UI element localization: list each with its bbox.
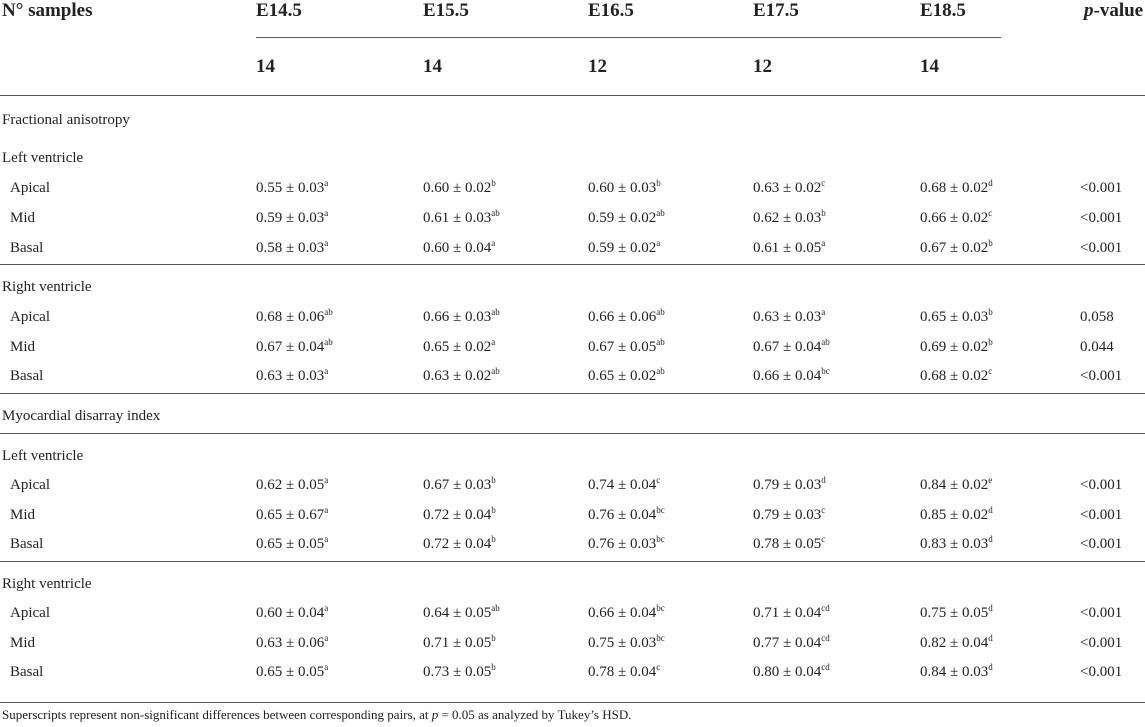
row-label: Basal	[10, 664, 44, 680]
p-value-cell: <0.001	[1080, 605, 1123, 621]
cell-value: 0.65 ± 0.03	[920, 309, 989, 325]
cell-superscript: a	[324, 603, 329, 613]
cell-value: 0.60 ± 0.04	[423, 240, 492, 256]
cell-value: 0.85 ± 0.02	[920, 507, 989, 523]
cell-value: 0.77 ± 0.04	[753, 635, 822, 651]
cell-value: 0.67 ± 0.02	[920, 240, 989, 256]
row-label: Mid	[10, 210, 36, 226]
cell-superscript: a	[324, 208, 329, 218]
cell-superscript: ab	[491, 366, 500, 376]
table-cell	[753, 635, 830, 652]
table-cell	[588, 309, 665, 326]
table-cell	[920, 240, 993, 257]
p-value-cell: <0.001	[1080, 536, 1123, 552]
column-header-e17-5: E17.5	[753, 0, 799, 21]
cell-superscript: c	[988, 208, 993, 218]
row-label: Basal	[10, 536, 44, 552]
table-cell	[753, 240, 825, 257]
cell-value: 0.67 ± 0.04	[256, 339, 325, 355]
pvalue-italic-p: p	[1084, 0, 1094, 21]
cell-value: 0.65 ± 0.02	[588, 368, 657, 384]
row-label: Apical	[10, 605, 50, 621]
p-value-cell: <0.001	[1080, 477, 1123, 493]
row-label: Mid	[10, 507, 36, 523]
table-cell	[256, 240, 328, 257]
table-cell	[256, 507, 328, 524]
table-cell	[423, 240, 495, 257]
section-title: Fractional anisotropy	[2, 112, 130, 128]
table-cell	[423, 605, 500, 622]
table-cell	[920, 664, 993, 681]
group-divider	[0, 561, 1145, 562]
table-cell	[423, 664, 496, 681]
cell-value: 0.64 ± 0.05	[423, 605, 492, 621]
p-value-cell: <0.001	[1080, 507, 1123, 523]
table-cell	[588, 477, 660, 494]
cell-superscript: b	[491, 178, 496, 188]
table-cell	[423, 507, 496, 524]
column-header-pvalue	[1084, 0, 1143, 22]
cell-superscript: cd	[821, 662, 830, 672]
cell-superscript: ab	[656, 307, 665, 317]
cell-value: 0.71 ± 0.04	[753, 605, 822, 621]
cell-superscript: a	[324, 662, 329, 672]
table-cell	[256, 339, 333, 356]
count-e14-5: 14	[256, 56, 275, 77]
cell-superscript: a	[324, 633, 329, 643]
row-label: Apical	[10, 477, 50, 493]
cell-value: 0.65 ± 0.67	[256, 507, 325, 523]
table-cell	[423, 309, 500, 326]
cell-superscript: d	[988, 603, 993, 613]
cell-value: 0.74 ± 0.04	[588, 477, 657, 493]
table-cell	[256, 210, 328, 227]
cell-value: 0.66 ± 0.04	[588, 605, 657, 621]
cell-value: 0.63 ± 0.02	[753, 180, 822, 196]
table-cell	[920, 605, 993, 622]
section-title: Myocardial disarray index	[2, 408, 161, 424]
table-cell	[256, 180, 328, 197]
p-value-cell: 0.058	[1080, 309, 1114, 325]
p-value-cell: <0.001	[1080, 180, 1123, 196]
cell-value: 0.67 ± 0.05	[588, 339, 657, 355]
cell-superscript: ab	[656, 337, 665, 347]
cell-superscript: a	[821, 307, 826, 317]
cell-superscript: bc	[656, 505, 665, 515]
cell-value: 0.66 ± 0.03	[423, 309, 492, 325]
table-cell	[256, 605, 328, 622]
table-cell	[256, 536, 328, 553]
cell-superscript: bc	[656, 534, 665, 544]
cell-superscript: d	[988, 633, 993, 643]
cell-value: 0.60 ± 0.02	[423, 180, 492, 196]
pvalue-suffix: -value	[1093, 0, 1144, 21]
table-cell	[588, 240, 660, 257]
cell-superscript: cd	[821, 633, 830, 643]
cell-value: 0.67 ± 0.04	[753, 339, 822, 355]
table-cell	[423, 368, 500, 385]
cell-superscript: d	[988, 505, 993, 515]
cell-value: 0.62 ± 0.03	[753, 210, 822, 226]
cell-superscript: d	[821, 475, 826, 485]
header-divider	[256, 37, 1001, 38]
table-cell	[920, 536, 993, 553]
cell-superscript: ab	[656, 208, 665, 218]
column-header-e18-5: E18.5	[920, 0, 966, 21]
table-cell	[588, 664, 660, 681]
cell-superscript: ab	[656, 366, 665, 376]
cell-superscript: c	[656, 662, 661, 672]
cell-value: 0.82 ± 0.04	[920, 635, 989, 651]
cell-superscript: a	[324, 178, 329, 188]
cell-superscript: b	[491, 475, 496, 485]
cell-superscript: ab	[491, 307, 500, 317]
cell-value: 0.60 ± 0.04	[256, 605, 325, 621]
cell-superscript: b	[491, 633, 496, 643]
table-cell	[920, 309, 993, 326]
cell-value: 0.63 ± 0.02	[423, 368, 492, 384]
column-header-e16-5: E16.5	[588, 0, 634, 21]
row-label: Apical	[10, 180, 50, 196]
table-cell	[920, 339, 993, 356]
cell-superscript: e	[988, 475, 993, 485]
cell-value: 0.79 ± 0.03	[753, 477, 822, 493]
table-cell	[920, 368, 992, 385]
table-cell	[920, 477, 992, 494]
cell-value: 0.76 ± 0.04	[588, 507, 657, 523]
cell-superscript: a	[491, 238, 496, 248]
cell-superscript: ab	[821, 337, 830, 347]
cell-value: 0.66 ± 0.04	[753, 368, 822, 384]
table-cell	[753, 477, 826, 494]
table-cell	[920, 635, 993, 652]
cell-superscript: ab	[491, 208, 500, 218]
cell-superscript: ab	[324, 307, 333, 317]
table-cell	[423, 339, 495, 356]
count-e17-5: 12	[753, 56, 772, 77]
table-bottom-rule	[0, 702, 1145, 703]
cell-value: 0.61 ± 0.03	[423, 210, 492, 226]
cell-value: 0.61 ± 0.05	[753, 240, 822, 256]
section-divider	[0, 433, 1145, 434]
cell-value: 0.68 ± 0.02	[920, 368, 989, 384]
cell-value: 0.83 ± 0.03	[920, 536, 989, 552]
table-cell	[588, 339, 665, 356]
cell-value: 0.72 ± 0.04	[423, 536, 492, 552]
table-cell	[753, 536, 825, 553]
cell-superscript: a	[324, 505, 329, 515]
group-title: Right ventricle	[2, 279, 92, 295]
table-cell	[588, 536, 665, 553]
p-value-cell: <0.001	[1080, 240, 1123, 256]
cell-superscript: c	[821, 178, 826, 188]
cell-value: 0.75 ± 0.05	[920, 605, 989, 621]
table-cell	[588, 635, 665, 652]
cell-superscript: b	[491, 505, 496, 515]
table-cell	[423, 536, 496, 553]
cell-superscript: d	[988, 178, 993, 188]
table-cell	[753, 339, 830, 356]
cell-superscript: bc	[821, 366, 830, 376]
cell-value: 0.63 ± 0.06	[256, 635, 325, 651]
table-cell	[423, 477, 496, 494]
cell-superscript: a	[656, 238, 661, 248]
cell-superscript: d	[988, 534, 993, 544]
cell-value: 0.65 ± 0.05	[256, 664, 325, 680]
table-cell	[256, 309, 333, 326]
cell-value: 0.62 ± 0.05	[256, 477, 325, 493]
cell-superscript: b	[821, 208, 826, 218]
cell-superscript: a	[324, 534, 329, 544]
table-cell	[753, 664, 830, 681]
cell-value: 0.68 ± 0.02	[920, 180, 989, 196]
cell-value: 0.65 ± 0.02	[423, 339, 492, 355]
header-bottom-rule	[0, 95, 1145, 96]
table-cell	[753, 507, 825, 524]
row-label: Basal	[10, 240, 44, 256]
table-cell	[423, 210, 500, 227]
cell-superscript: bc	[656, 603, 665, 613]
cell-value: 0.59 ± 0.02	[588, 210, 657, 226]
cell-superscript: b	[491, 534, 496, 544]
cell-value: 0.63 ± 0.03	[753, 309, 822, 325]
table-cell	[588, 180, 661, 197]
table-cell	[423, 180, 496, 197]
table-cell	[423, 635, 496, 652]
table-cell	[256, 664, 328, 681]
cell-superscript: c	[821, 505, 826, 515]
row-label: Basal	[10, 368, 44, 384]
group-divider	[0, 264, 1145, 265]
table-cell	[753, 309, 825, 326]
p-value-cell: <0.001	[1080, 664, 1123, 680]
footnote-p-variable: p	[431, 707, 439, 722]
table-cell	[753, 210, 826, 227]
cell-value: 0.65 ± 0.05	[256, 536, 325, 552]
count-e16-5: 12	[588, 56, 607, 77]
cell-superscript: bc	[656, 633, 665, 643]
table-cell	[256, 477, 328, 494]
table-cell	[753, 605, 830, 622]
table-cell	[920, 180, 993, 197]
cell-superscript: c	[821, 534, 826, 544]
row-header-label: N° samples	[2, 0, 93, 21]
table-cell	[588, 210, 665, 227]
cell-value: 0.66 ± 0.02	[920, 210, 989, 226]
cell-value: 0.71 ± 0.05	[423, 635, 492, 651]
cell-superscript: b	[988, 238, 993, 248]
cell-value: 0.78 ± 0.04	[588, 664, 657, 680]
column-header-e14-5: E14.5	[256, 0, 302, 21]
cell-superscript: b	[988, 337, 993, 347]
count-e15-5: 14	[423, 56, 442, 77]
cell-superscript: cd	[821, 603, 830, 613]
table-cell	[256, 635, 328, 652]
table-cell	[256, 368, 328, 385]
table-cell	[588, 368, 665, 385]
cell-superscript: a	[324, 475, 329, 485]
row-label: Mid	[10, 635, 36, 651]
cell-superscript: a	[491, 337, 496, 347]
cell-value: 0.59 ± 0.03	[256, 210, 325, 226]
table-cell	[588, 605, 665, 622]
cell-value: 0.79 ± 0.03	[753, 507, 822, 523]
footnote-text-after: = 0.05 as analyzed by Tukey’s HSD.	[438, 707, 632, 722]
cell-value: 0.80 ± 0.04	[753, 664, 822, 680]
cell-value: 0.58 ± 0.03	[256, 240, 325, 256]
cell-value: 0.78 ± 0.05	[753, 536, 822, 552]
cell-value: 0.73 ± 0.05	[423, 664, 492, 680]
cell-value: 0.69 ± 0.02	[920, 339, 989, 355]
cell-value: 0.63 ± 0.03	[256, 368, 325, 384]
table-cell	[920, 507, 993, 524]
cell-superscript: b	[656, 178, 661, 188]
group-title: Left ventricle	[2, 448, 84, 464]
row-label: Mid	[10, 339, 36, 355]
p-value-cell: 0.044	[1080, 339, 1114, 355]
cell-superscript: ab	[324, 337, 333, 347]
group-title: Left ventricle	[2, 150, 84, 166]
p-value-cell: <0.001	[1080, 635, 1123, 651]
cell-superscript: b	[491, 662, 496, 672]
column-header-e15-5: E15.5	[423, 0, 469, 21]
cell-value: 0.60 ± 0.03	[588, 180, 657, 196]
cell-superscript: b	[988, 307, 993, 317]
footnote-text-before: Superscripts represent non-significant differences between corresponding pairs, at	[2, 707, 432, 722]
row-label: Apical	[10, 309, 50, 325]
cell-value: 0.66 ± 0.06	[588, 309, 657, 325]
p-value-cell: <0.001	[1080, 210, 1123, 226]
cell-superscript: a	[324, 238, 329, 248]
table-cell	[753, 368, 830, 385]
group-title: Right ventricle	[2, 576, 92, 592]
cell-value: 0.55 ± 0.03	[256, 180, 325, 196]
count-e18-5: 14	[920, 56, 939, 77]
table-cell	[920, 210, 992, 227]
cell-value: 0.67 ± 0.03	[423, 477, 492, 493]
cell-superscript: ab	[491, 603, 500, 613]
cell-value: 0.76 ± 0.03	[588, 536, 657, 552]
cell-value: 0.68 ± 0.06	[256, 309, 325, 325]
cell-superscript: a	[821, 238, 826, 248]
cell-value: 0.84 ± 0.02	[920, 477, 989, 493]
cell-value: 0.84 ± 0.03	[920, 664, 989, 680]
cell-value: 0.59 ± 0.02	[588, 240, 657, 256]
group-divider	[0, 393, 1145, 394]
cell-superscript: c	[988, 366, 993, 376]
table-cell	[753, 180, 825, 197]
table-cell	[588, 507, 665, 524]
cell-superscript: a	[324, 366, 329, 376]
cell-superscript: d	[988, 662, 993, 672]
cell-value: 0.72 ± 0.04	[423, 507, 492, 523]
p-value-cell: <0.001	[1080, 368, 1123, 384]
footnote	[2, 707, 632, 723]
cell-value: 0.75 ± 0.03	[588, 635, 657, 651]
cell-superscript: c	[656, 475, 661, 485]
